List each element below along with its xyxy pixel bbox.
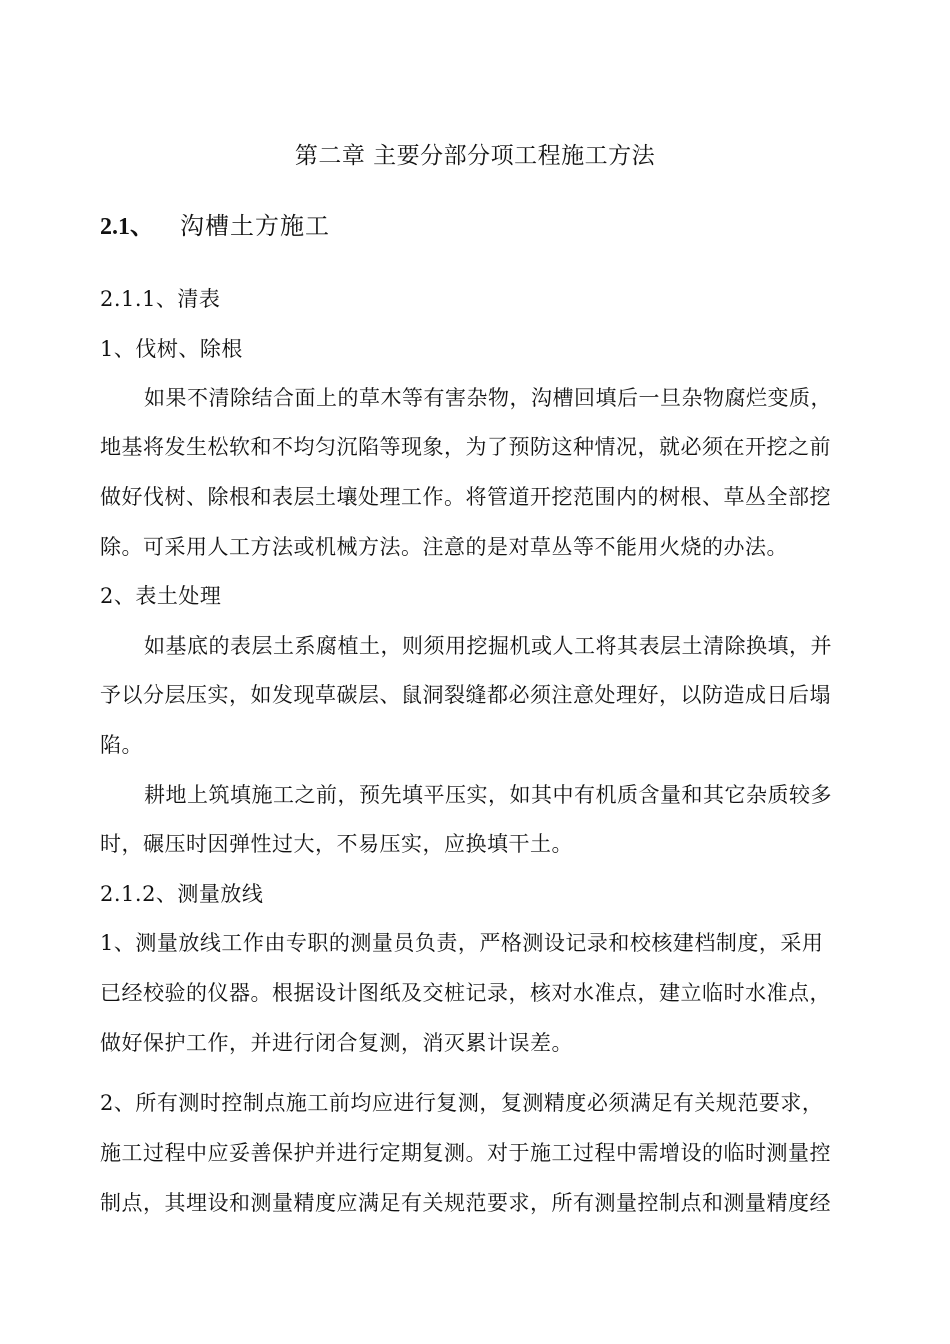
subsection-heading: 2.1.1、清表 bbox=[100, 287, 221, 311]
section-heading bbox=[100, 209, 330, 244]
paragraph-line: 除。可采用人工方法或机械方法。注意的是对草丛等不能用火烧的办法。 bbox=[100, 535, 788, 559]
subsection-heading: 2.1.2、测量放线 bbox=[100, 882, 264, 906]
paragraph-line: 时，碾压时因弹性过大，不易压实，应换填干土。 bbox=[100, 832, 573, 856]
paragraph-line: 已经校验的仪器。根据设计图纸及交桩记录，核对水准点，建立临时水准点， bbox=[100, 981, 831, 1005]
paragraph-line: 施工过程中应妥善保护并进行定期复测。对于施工过程中需增设的临时测量控 bbox=[100, 1141, 831, 1165]
chapter-title: 第二章 主要分部分项工程施工方法 bbox=[294, 143, 656, 169]
section-title: 沟槽土方施工 bbox=[180, 212, 330, 240]
paragraph-line: 如果不清除结合面上的草木等有害杂物，沟槽回填后一旦杂物腐烂变质， bbox=[144, 386, 832, 410]
paragraph-line: 1、测量放线工作由专职的测量员负责，严格测设记录和校核建档制度，采用 bbox=[100, 931, 824, 955]
paragraph-line: 如基底的表层土系腐植土，则须用挖掘机或人工将其表层土清除换填，并 bbox=[144, 634, 832, 658]
paragraph-line: 制点，其埋设和测量精度应满足有关规范要求，所有测量控制点和测量精度经 bbox=[100, 1191, 831, 1215]
paragraph-line: 做好保护工作，并进行闭合复测，消灭累计误差。 bbox=[100, 1031, 573, 1055]
item-heading: 1、伐树、除根 bbox=[100, 337, 243, 361]
item-heading: 2、表土处理 bbox=[100, 584, 222, 608]
paragraph-line: 耕地上筑填施工之前，预先填平压实，如其中有机质含量和其它杂质较多 bbox=[144, 783, 832, 807]
paragraph-line: 2、所有测时控制点施工前均应进行复测，复测精度必须满足有关规范要求， bbox=[100, 1091, 824, 1115]
section-number: 2.1、 bbox=[100, 214, 154, 240]
paragraph-line: 予以分层压实，如发现草碳层、鼠洞裂缝都必须注意处理好，以防造成日后塌 bbox=[100, 683, 831, 707]
paragraph-line: 做好伐树、除根和表层土壤处理工作。将管道开挖范围内的树根、草丛全部挖 bbox=[100, 485, 831, 509]
paragraph-line: 陷。 bbox=[100, 733, 143, 757]
paragraph-line: 地基将发生松软和不均匀沉陷等现象，为了预防这种情况，就必须在开挖之前 bbox=[100, 435, 831, 459]
